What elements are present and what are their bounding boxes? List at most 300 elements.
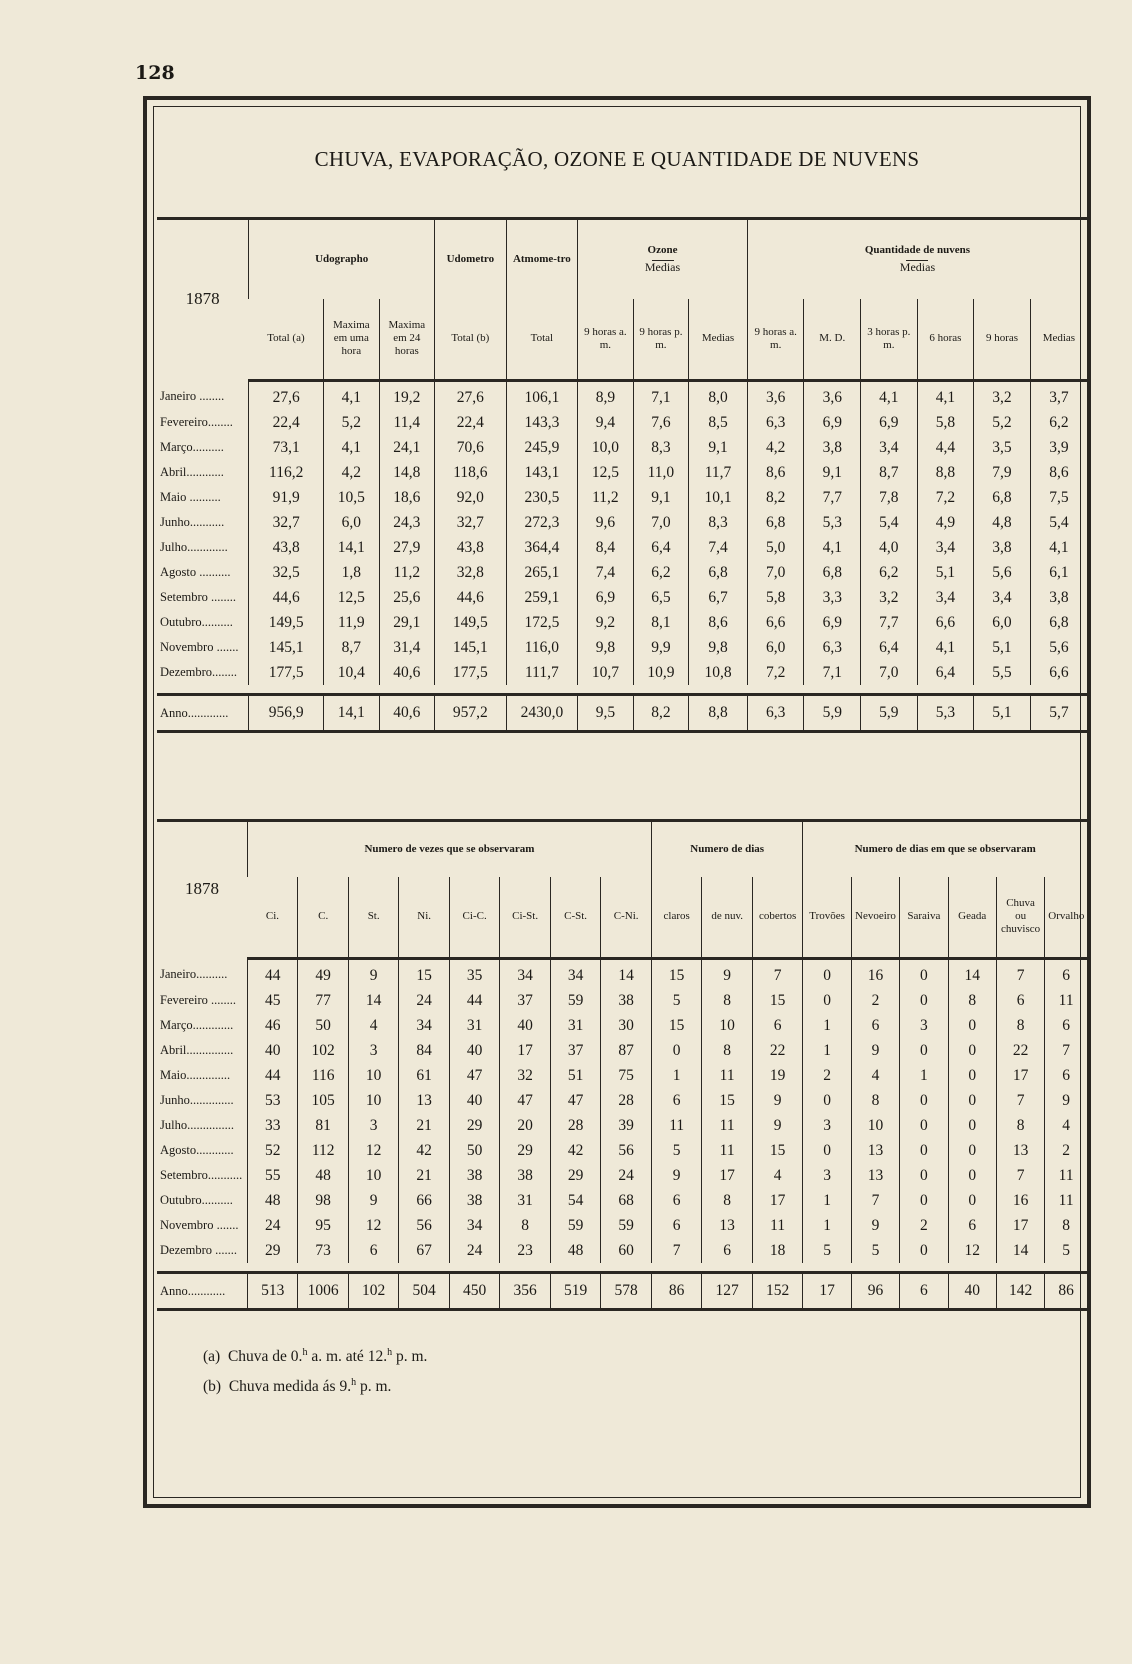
table-cell: 9,9 — [633, 635, 689, 660]
table-cell: 95 — [298, 1213, 348, 1238]
table-cell: 3 — [803, 1163, 851, 1188]
table-cell: 11 — [1045, 988, 1087, 1013]
month-label: Setembro ........ — [160, 590, 237, 604]
table-cell: 37 — [550, 1038, 600, 1063]
table-cell: 10 — [348, 1163, 398, 1188]
table-cell: 578 — [601, 1273, 652, 1310]
table-cell: 9 — [348, 1188, 398, 1213]
table-cell: 6 — [1045, 1063, 1087, 1088]
table-cell: 5,7 — [1030, 695, 1087, 732]
table-cell: 48 — [247, 1188, 297, 1213]
table-cell: 3,2 — [974, 381, 1031, 411]
table-cell: 5,1 — [974, 635, 1031, 660]
table-cell: 1 — [803, 1038, 851, 1063]
table-cell: 8,6 — [747, 460, 804, 485]
total-row — [157, 695, 1087, 732]
table-cell: 12 — [948, 1238, 996, 1263]
month-label: Junho.............. — [160, 1093, 234, 1107]
table-cell: 3,3 — [804, 585, 861, 610]
table-cell: 5,4 — [861, 510, 918, 535]
table-cell: 29,1 — [379, 610, 435, 635]
column-header: 9 horas a. m. — [578, 299, 634, 381]
ozone-header: Ozone Medias — [578, 219, 748, 299]
table-cell: 7 — [996, 1163, 1044, 1188]
table-cell: 0 — [948, 1013, 996, 1038]
table-cell: 3,6 — [747, 381, 804, 411]
table-cell: 14 — [601, 959, 652, 989]
column-header: Ci. — [247, 877, 297, 959]
table-cell: 8 — [996, 1113, 1044, 1138]
table-cell: 46 — [247, 1013, 297, 1038]
table-cell: 32,7 — [249, 510, 324, 535]
table-row — [157, 381, 1087, 411]
table-row — [157, 460, 1087, 485]
table-cell: 40 — [948, 1273, 996, 1310]
spacer-row — [157, 1263, 1087, 1273]
table-cell: 34 — [500, 959, 550, 989]
table-cell: 1 — [803, 1188, 851, 1213]
table-cell: 127 — [702, 1273, 752, 1310]
table-cell: 21 — [399, 1113, 449, 1138]
table-cell: 5 — [1045, 1238, 1087, 1263]
table-cell: 8 — [996, 1013, 1044, 1038]
table-cell: 40 — [449, 1088, 499, 1113]
udographo-header: Udographo — [249, 219, 435, 299]
table-cell: 29 — [550, 1163, 600, 1188]
table-cell: 11 — [702, 1113, 752, 1138]
table-cell: 20 — [500, 1113, 550, 1138]
table-cell: 38 — [601, 988, 652, 1013]
table-row — [157, 1188, 1087, 1213]
table-cell: 0 — [900, 1038, 948, 1063]
table-cell: 6 — [702, 1238, 752, 1263]
table-cell: 7 — [651, 1238, 701, 1263]
table-cell: 4,2 — [747, 435, 804, 460]
atmometro-header: Atmome-tro — [506, 219, 578, 299]
table-cell: 1 — [803, 1013, 851, 1038]
table-cell: 5,0 — [747, 535, 804, 560]
table-cell: 4,9 — [917, 510, 974, 535]
clouds-days-table — [157, 819, 1087, 1311]
table-cell: 44 — [449, 988, 499, 1013]
column-header: Orvalho — [1045, 877, 1087, 959]
column-header: Medias — [689, 299, 748, 381]
table-cell: 7 — [851, 1188, 899, 1213]
table-cell: 8 — [702, 1038, 752, 1063]
table-cell: 27,9 — [379, 535, 435, 560]
table-cell: 81 — [298, 1113, 348, 1138]
table-cell: 6,6 — [917, 610, 974, 635]
table-cell: 6,5 — [633, 585, 689, 610]
table-cell: 6,3 — [747, 410, 804, 435]
column-header: Total (b) — [435, 299, 507, 381]
table-cell: 24 — [449, 1238, 499, 1263]
table-cell: 9 — [851, 1213, 899, 1238]
table-cell: 7 — [752, 959, 803, 989]
table-cell: 31 — [449, 1013, 499, 1038]
table-cell: 1006 — [298, 1273, 348, 1310]
table-cell: 40 — [247, 1038, 297, 1063]
table-cell: 8,6 — [689, 610, 748, 635]
table-cell: 66 — [399, 1188, 449, 1213]
table-cell: 29 — [449, 1113, 499, 1138]
udometro-header: Udometro — [435, 219, 507, 299]
table-cell: 3,2 — [861, 585, 918, 610]
table-cell: 8,2 — [633, 695, 689, 732]
table-cell: 29 — [247, 1238, 297, 1263]
month-label: Dezembro ....... — [160, 1243, 238, 1257]
table-cell: 24 — [399, 988, 449, 1013]
table-cell: 5,6 — [974, 560, 1031, 585]
table-cell: 0 — [948, 1113, 996, 1138]
table-cell: 13 — [996, 1138, 1044, 1163]
table-cell: 6 — [996, 988, 1044, 1013]
month-label: Dezembro........ — [160, 665, 238, 679]
table-cell: 6 — [1045, 1013, 1087, 1038]
table-cell: 172,5 — [506, 610, 578, 635]
table-cell: 7,0 — [747, 560, 804, 585]
table-cell: 43,8 — [249, 535, 324, 560]
table-cell: 11 — [702, 1138, 752, 1163]
month-label: Maio.............. — [160, 1068, 231, 1082]
table-cell: 3 — [900, 1013, 948, 1038]
table-cell: 40,6 — [379, 695, 435, 732]
table-row — [157, 410, 1087, 435]
table-cell: 4,0 — [861, 535, 918, 560]
table-cell: 44,6 — [249, 585, 324, 610]
table-cell: 9,5 — [578, 695, 634, 732]
dias-header: Numero de dias — [651, 821, 802, 877]
month-label: Setembro........... — [160, 1168, 243, 1182]
table-cell: 38 — [500, 1163, 550, 1188]
month-label: Abril............... — [160, 1043, 234, 1057]
month-label: Março.......... — [160, 440, 224, 454]
month-label: Outubro.......... — [160, 1193, 233, 1207]
table-cell: 9,1 — [804, 460, 861, 485]
table-cell: 30 — [601, 1013, 652, 1038]
table-cell: 4,1 — [324, 435, 380, 460]
table-cell: 8 — [702, 1188, 752, 1213]
table-cell: 956,9 — [249, 695, 324, 732]
table-cell: 4 — [752, 1163, 803, 1188]
month-label: Novembro ....... — [160, 1218, 239, 1232]
table-cell: 22 — [752, 1038, 803, 1063]
table-cell: 0 — [948, 1088, 996, 1113]
table-cell: 5,2 — [974, 410, 1031, 435]
table-cell: 21 — [399, 1163, 449, 1188]
table-cell: 0 — [900, 1238, 948, 1263]
table-cell: 6,3 — [804, 635, 861, 660]
table-row — [157, 959, 1087, 989]
table-cell: 10,5 — [324, 485, 380, 510]
table-cell: 4,1 — [917, 381, 974, 411]
table-cell: 12,5 — [324, 585, 380, 610]
table-cell: 9,8 — [578, 635, 634, 660]
table-cell: 22,4 — [435, 410, 507, 435]
table-cell: 6 — [851, 1013, 899, 1038]
table-cell: 105 — [298, 1088, 348, 1113]
table-cell: 3,8 — [804, 435, 861, 460]
table-cell: 31 — [550, 1013, 600, 1038]
table-cell: 10 — [348, 1063, 398, 1088]
table-cell: 11,2 — [379, 560, 435, 585]
table-cell: 10 — [851, 1113, 899, 1138]
table-cell: 14,8 — [379, 460, 435, 485]
table-cell: 2 — [803, 1063, 851, 1088]
footnote-b: (b) Chuva medida ás 9.$^h$ p. m. — [203, 1377, 392, 1396]
table-cell: 0 — [948, 1163, 996, 1188]
table-cell: 17 — [996, 1213, 1044, 1238]
month-label: Junho........... — [160, 515, 225, 529]
table-cell: 7,1 — [804, 660, 861, 685]
table-cell: 6,7 — [689, 585, 748, 610]
table-cell: 5,1 — [974, 695, 1031, 732]
table-cell: 8,3 — [689, 510, 748, 535]
table-cell: 13 — [399, 1088, 449, 1113]
table-cell: 3,4 — [974, 585, 1031, 610]
table-cell: 19,2 — [379, 381, 435, 411]
table-cell: 7 — [996, 1088, 1044, 1113]
page-title: CHUVA, EVAPORAÇÃO, OZONE E QUANTIDADE DE NUVENS — [314, 147, 920, 171]
table-cell: 77 — [298, 988, 348, 1013]
table-cell: 17 — [702, 1163, 752, 1188]
dias-obs-header: Numero de dias em que se observaram — [803, 821, 1087, 877]
table-row — [157, 1163, 1087, 1188]
table-cell: 6,8 — [974, 485, 1031, 510]
table-cell: 44,6 — [435, 585, 507, 610]
table-cell: 112 — [298, 1138, 348, 1163]
table-cell: 4,1 — [861, 381, 918, 411]
table-cell: 116 — [298, 1063, 348, 1088]
table-cell: 0 — [803, 959, 851, 989]
table-cell: 5,5 — [974, 660, 1031, 685]
table-cell: 7 — [1045, 1038, 1087, 1063]
month-label: Julho............... — [160, 1118, 234, 1132]
column-header: 3 horas p. m. — [861, 299, 918, 381]
table-cell: 42 — [550, 1138, 600, 1163]
table-row — [157, 1213, 1087, 1238]
table-cell: 0 — [900, 1138, 948, 1163]
column-header: Total — [506, 299, 578, 381]
column-header: Medias — [1030, 299, 1087, 381]
table-cell: 12 — [348, 1138, 398, 1163]
table-cell: 32,7 — [435, 510, 507, 535]
table-cell: 5,8 — [747, 585, 804, 610]
table-cell: 15 — [752, 988, 803, 1013]
column-header: Ni. — [399, 877, 449, 959]
table-cell: 10 — [702, 1013, 752, 1038]
table-cell: 7 — [996, 959, 1044, 989]
column-header: cobertos — [752, 877, 803, 959]
year-cell: 1878 — [157, 219, 249, 381]
table-cell: 265,1 — [506, 560, 578, 585]
total-row — [157, 1273, 1087, 1310]
table-cell: 6,4 — [861, 635, 918, 660]
table-cell: 27,6 — [435, 381, 507, 411]
table-cell: 38 — [449, 1188, 499, 1213]
vezes-header: Numero de vezes que se observaram — [247, 821, 651, 877]
table-cell: 8 — [500, 1213, 550, 1238]
table-cell: 96 — [851, 1273, 899, 1310]
table-cell: 7,4 — [689, 535, 748, 560]
table-row — [157, 610, 1087, 635]
table-cell: 4,1 — [324, 381, 380, 411]
table-cell: 5,9 — [861, 695, 918, 732]
table-cell: 102 — [348, 1273, 398, 1310]
table-cell: 142 — [996, 1273, 1044, 1310]
table-cell: 10 — [348, 1088, 398, 1113]
table-frame — [143, 96, 1091, 1508]
table-cell: 14 — [948, 959, 996, 989]
table-cell: 5,3 — [917, 695, 974, 732]
table-cell: 3,4 — [917, 535, 974, 560]
table-cell: 11 — [752, 1213, 803, 1238]
table-cell: 24,1 — [379, 435, 435, 460]
table-cell: 6,9 — [861, 410, 918, 435]
table-cell: 6,0 — [974, 610, 1031, 635]
table-cell: 37 — [500, 988, 550, 1013]
column-header: Ci-St. — [500, 877, 550, 959]
table-cell: 98 — [298, 1188, 348, 1213]
table-cell: 54 — [550, 1188, 600, 1213]
table-cell: 4,1 — [1030, 535, 1087, 560]
table-cell: 0 — [803, 1138, 851, 1163]
table-cell: 9 — [651, 1163, 701, 1188]
table-cell: 9 — [752, 1113, 803, 1138]
table-cell: 49 — [298, 959, 348, 989]
table-cell: 6 — [1045, 959, 1087, 989]
table-cell: 5 — [651, 1138, 701, 1163]
table-cell: 17 — [752, 1188, 803, 1213]
table-cell: 2 — [1045, 1138, 1087, 1163]
column-header: Chuva ou chuvisco — [996, 877, 1044, 959]
table-cell: 22 — [996, 1038, 1044, 1063]
table-cell: 86 — [651, 1273, 701, 1310]
table-cell: 0 — [948, 1038, 996, 1063]
page-number: 128 — [135, 62, 175, 84]
column-header: Nevoeiro — [851, 877, 899, 959]
table-cell: 145,1 — [249, 635, 324, 660]
table-cell: 11,0 — [633, 460, 689, 485]
table-cell: 3,6 — [804, 381, 861, 411]
table-cell: 35 — [449, 959, 499, 989]
table-cell: 75 — [601, 1063, 652, 1088]
table-cell: 11 — [702, 1063, 752, 1088]
table-cell: 6,8 — [689, 560, 748, 585]
table-cell: 6 — [348, 1238, 398, 1263]
table-cell: 34 — [550, 959, 600, 989]
table-cell: 0 — [651, 1038, 701, 1063]
table-cell: 5,6 — [1030, 635, 1087, 660]
table-cell: 7,0 — [633, 510, 689, 535]
table-cell: 15 — [651, 1013, 701, 1038]
table-cell: 14 — [996, 1238, 1044, 1263]
table-cell: 2 — [900, 1213, 948, 1238]
table-cell: 14 — [348, 988, 398, 1013]
column-header: de nuv. — [702, 877, 752, 959]
table-cell: 60 — [601, 1238, 652, 1263]
table-cell: 59 — [601, 1213, 652, 1238]
table-cell: 4,8 — [974, 510, 1031, 535]
footnotes — [203, 1340, 427, 1400]
table-cell: 1 — [900, 1063, 948, 1088]
table-cell: 47 — [449, 1063, 499, 1088]
table-cell: 8,7 — [324, 635, 380, 660]
month-label: Maio .......... — [160, 490, 221, 504]
table-cell: 8 — [702, 988, 752, 1013]
table-row — [157, 1238, 1087, 1263]
table-cell: 6 — [651, 1213, 701, 1238]
table-cell: 18 — [752, 1238, 803, 1263]
table-cell: 4 — [348, 1013, 398, 1038]
table-cell: 177,5 — [249, 660, 324, 685]
table-cell: 9,6 — [578, 510, 634, 535]
table-cell: 6,8 — [804, 560, 861, 585]
table-cell: 52 — [247, 1138, 297, 1163]
table-cell: 61 — [399, 1063, 449, 1088]
table-cell: 3 — [348, 1113, 398, 1138]
table-cell: 7,1 — [633, 381, 689, 411]
table-row — [157, 1088, 1087, 1113]
table-cell: 143,3 — [506, 410, 578, 435]
table-cell: 56 — [399, 1213, 449, 1238]
table-cell: 7,4 — [578, 560, 634, 585]
table-cell: 32,8 — [435, 560, 507, 585]
table-cell: 8,8 — [689, 695, 748, 732]
table-cell: 6,3 — [747, 695, 804, 732]
table-cell: 11 — [1045, 1188, 1087, 1213]
table-cell: 356 — [500, 1273, 550, 1310]
table-cell: 13 — [702, 1213, 752, 1238]
table-cell: 23 — [500, 1238, 550, 1263]
table-cell: 13 — [851, 1163, 899, 1188]
table-cell: 145,1 — [435, 635, 507, 660]
table-cell: 1 — [803, 1213, 851, 1238]
table-cell: 11,4 — [379, 410, 435, 435]
table-cell: 29 — [500, 1138, 550, 1163]
table-cell: 116,2 — [249, 460, 324, 485]
table-cell: 7,8 — [861, 485, 918, 510]
table-cell: 27,6 — [249, 381, 324, 411]
table-cell: 11,7 — [689, 460, 748, 485]
table-cell: 6,9 — [804, 610, 861, 635]
table-row — [157, 988, 1087, 1013]
table-cell: 6,0 — [324, 510, 380, 535]
month-label: Fevereiro ........ — [160, 993, 237, 1007]
table-cell: 6,0 — [747, 635, 804, 660]
table-cell: 24 — [247, 1213, 297, 1238]
month-label: Abril............ — [160, 465, 224, 479]
table-cell: 24,3 — [379, 510, 435, 535]
table-cell: 6 — [752, 1013, 803, 1038]
table-cell: 15 — [651, 959, 701, 989]
table-cell: 34 — [449, 1213, 499, 1238]
table-cell: 6,2 — [633, 560, 689, 585]
table-cell: 152 — [752, 1273, 803, 1310]
table-cell: 15 — [399, 959, 449, 989]
table-row — [157, 660, 1087, 685]
month-label: Julho............. — [160, 540, 228, 554]
table-cell: 91,9 — [249, 485, 324, 510]
table-cell: 43,8 — [435, 535, 507, 560]
table-cell: 10,0 — [578, 435, 634, 460]
table-cell: 7,7 — [861, 610, 918, 635]
table-cell: 11,9 — [324, 610, 380, 635]
column-header: St. — [348, 877, 398, 959]
table-cell: 149,5 — [435, 610, 507, 635]
table-cell: 40 — [449, 1038, 499, 1063]
table-cell: 6,2 — [861, 560, 918, 585]
